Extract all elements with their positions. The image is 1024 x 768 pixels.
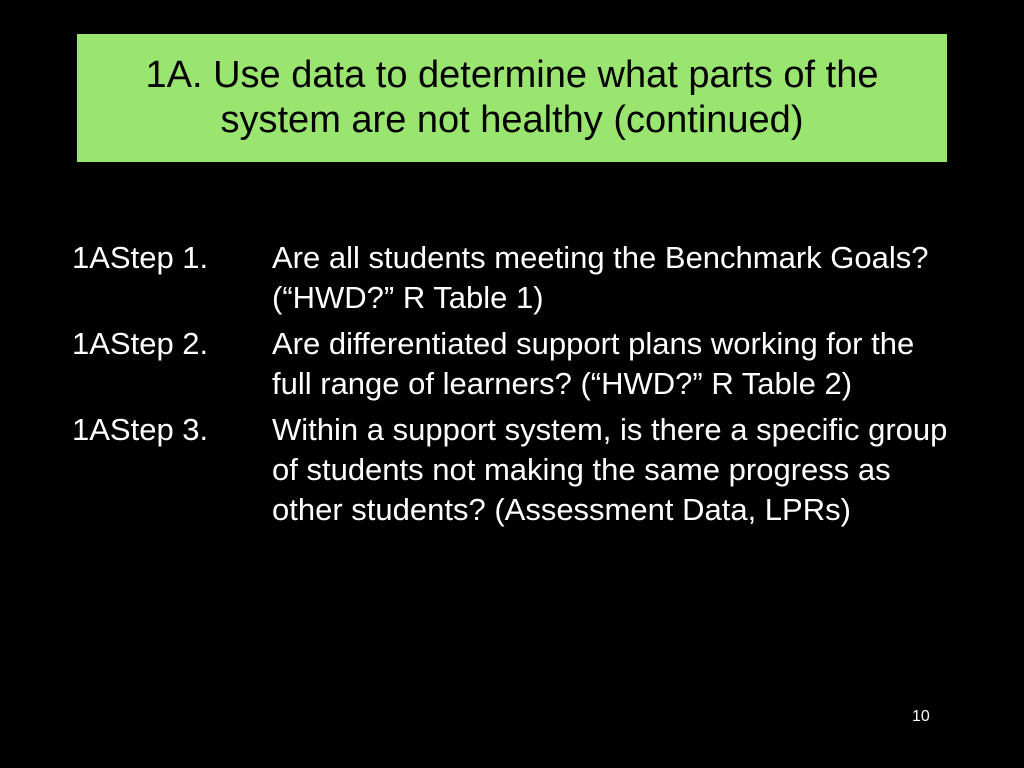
- step-label: 1AStep 1.: [72, 240, 209, 275]
- step-text: Are differentiated support plans working for the full range of learners? (“HWD?” R Table 2): [272, 326, 915, 401]
- step-text: Within a support system, is there a specific group of students not making the same progress as other students? (Assessment Data, LPRs): [272, 412, 948, 527]
- step-item: [72, 324, 972, 404]
- step-item: [72, 238, 972, 318]
- step-label: 1AStep 2.: [72, 326, 209, 361]
- slide-title-box: [77, 34, 947, 162]
- step-item: [72, 410, 972, 530]
- step-label: 1AStep 3.: [72, 412, 209, 447]
- page-number: 10: [912, 708, 930, 725]
- step-text: Are all students meeting the Benchmark Goals? (“HWD?” R Table 1): [272, 240, 929, 315]
- steps-list: [72, 238, 972, 536]
- slide-title: 1A. Use data to determine what parts of the system are not healthy (continued): [145, 54, 879, 141]
